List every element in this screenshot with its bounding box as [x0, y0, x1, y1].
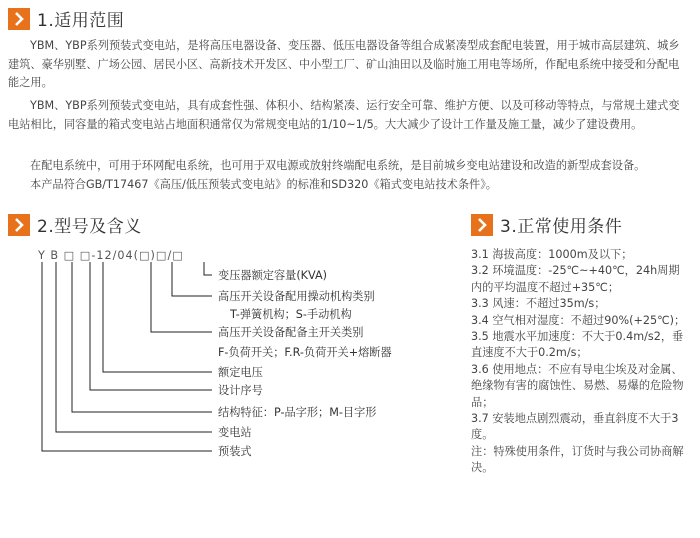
- label-structure: 结构特征：P-品字形；M-目字形: [218, 406, 377, 419]
- condition-seismic: 3.5 地震水平加速度：不大于0.4m/s2，垂直速度不大于0.2m/s；: [471, 330, 684, 360]
- intro-paragraph-3: 在配电系统中，可用于环网配电系统，也可用于双电源或放射终端配电系统，是目前城乡变电站建设和改造的新型成套设备。: [30, 159, 646, 172]
- label-design-serial: 设计序号: [218, 384, 263, 397]
- condition-temperature: 3.2 环境温度：-25℃~+40℃，24h周期内的平均温度不超过+35℃；: [471, 264, 680, 294]
- intro-paragraph-1: YBM、YBP系列预装式变电站，是将高压电器设备、变压器、低压电器设备等组合成紧凑型成套配电装置，用于城市高层建筑、城乡建筑、豪华别墅、广场公园、居民小区、高新技术开发区、中小型工厂、矿山油田以及临时施工用电等场所，作配电系统中接受和分配电能之用。: [8, 39, 680, 90]
- section-3-heading: [471, 212, 622, 237]
- intro-paragraph-2: YBM、YBP系列预装式变电站，具有成套性强、体积小、结构紧凑、运行安全可靠、维护方便、以及可移动等特点，与常规土建式变电站相比，同容量的箱式变电站占地面积通常仅为常规变电站的1/10~1/5。大大减少了设计工作量及施工量，减少了建设费用。: [8, 99, 680, 131]
- model-code: Y B □ □-12/04(□)□/□: [38, 249, 184, 262]
- section-3-title: 3.正常使用条件: [500, 217, 623, 237]
- section-1-title: 1.适用范围: [37, 11, 125, 31]
- label-transformer-capacity: 变压器额定容量(KVA): [218, 269, 327, 282]
- intro-paragraph-4: 本产品符合GB/T17467《高压/低压预装式变电站》的标准和SD320《箱式变电站技术条件》。: [30, 178, 497, 191]
- section-2-title: 2.型号及含义: [37, 217, 142, 237]
- label-substation: 变电站: [218, 426, 252, 439]
- condition-location: 3.6 使用地点：不应有导电尘埃及对金属、绝缘物有害的腐蚀性、易燃、易爆的危险物品；: [471, 362, 684, 409]
- condition-vibration: 3.7 安装地点剧烈震动，垂直斜度不大于3度。: [471, 412, 679, 442]
- label-operating-mechanism: 高压开关设备配用操动机构类别: [218, 290, 375, 303]
- label-mechanism-types: T-弹簧机构；S-手动机构: [230, 308, 352, 321]
- condition-altitude: 3.1 海拔高度：1000m及以下；: [471, 248, 633, 261]
- label-prefabricated: 预装式: [218, 445, 252, 458]
- chevron-right-icon: [471, 214, 493, 236]
- condition-humidity: 3.4 空气相对湿度：不超过90%(+25℃)；: [471, 313, 686, 327]
- condition-wind: 3.3 风速：不超过35m/s；: [471, 297, 606, 311]
- conditions-list: [471, 247, 689, 477]
- condition-note: 注：特殊使用条件，订货时与我公司协商解决。: [471, 444, 684, 475]
- label-main-switch: 高压开关设备配备主开关类别: [218, 326, 364, 339]
- label-switch-types: F-负荷开关；F.R-负荷开关+熔断器: [218, 346, 392, 359]
- label-rated-voltage: 额定电压: [218, 366, 263, 379]
